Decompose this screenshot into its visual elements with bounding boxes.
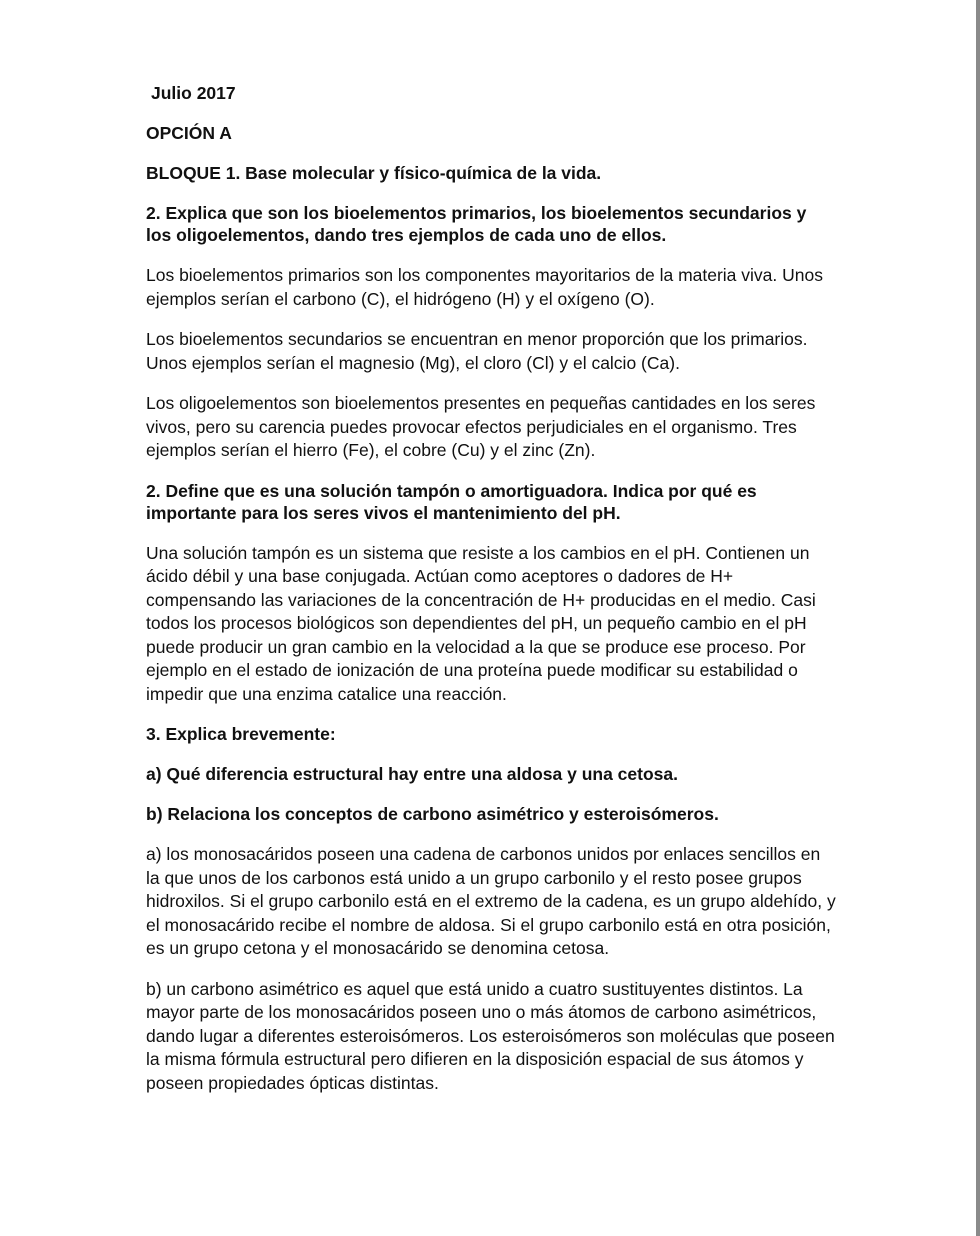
question-3-title: 3. Explica brevemente: (146, 724, 336, 744)
question-2-title: 2. Define que es una solución tampón o amortiguadora. Indica por qué es importante para los seres vivos el mantenimiento del pH. (146, 480, 757, 523)
question-1-paragraph-3: Los oligoelementos son bioelementos presentes en pequeñas cantidades en los seres vivos, pero su carencia puedes provocar efectos perjudiciales en el organismo. Tres ejemplos serían el hierro (Fe), el cobre (Cu) y el zinc (Zn). (146, 393, 816, 460)
question-1-paragraph-2: Los bioelementos secundarios se encuentran en menor proporción que los primarios. Unos ejemplos serían el magnesio (Mg), el cloro (Cl) y el calcio (Ca). (146, 329, 808, 373)
question-1-title: 2. Explica que son los bioelementos primarios, los bioelementos secundarios y los oligoelementos, dando tres ejemplos de cada uno de ellos. (146, 203, 807, 245)
document-date: Julio 2017 (151, 83, 236, 103)
question-1-paragraph-1: Los bioelementos primarios son los componentes mayoritarios de la materia viva. Unos ejemplos serían el carbono (C), el hidrógeno (H) y el oxígeno (O). (146, 265, 823, 309)
page-edge (976, 0, 980, 1236)
question-2-paragraph: Una solución tampón es un sistema que resiste a los cambios en el pH. Contienen un ácido débil y una base conjugada. Actúan como aceptores o dadores de H+ compensando las variaciones de la concentración de H+ producidas en el medio. Casi todos los procesos biológicos son dependientes del pH, un pequeño cambio en el pH puede producir un gran cambio en la velocidad a la que se produce ese proceso. Por ejemplo en el estado de ionización de una proteína puede modificar su estabilidad o impedir que una enzima catalice una reacción. (146, 542, 816, 704)
document-page (146, 82, 836, 1112)
question-3-sub-a: a) Qué diferencia estructural hay entre una aldosa y una cetosa. (146, 764, 678, 784)
question-3-answer-a: a) los monosacáridos poseen una cadena de carbonos unidos por enlaces sencillos en la que unos de los carbonos está unido a un grupo carbonilo y el resto posee grupos hidroxilos. Si el grupo carbonilo está en el extremo de la cadena, es un grupo aldehído, y el monosacárido recibe el nombre de aldosa. Si el grupo carbonilo está en otra posición, es un grupo cetona y el monosacárido se denomina cetosa. (146, 844, 836, 958)
block-heading: BLOQUE 1. Base molecular y físico-química de la vida. (146, 163, 602, 183)
question-3-answer-b: b) un carbono asimétrico es aquel que está unido a cuatro sustituyentes distintos. La mayor parte de los monosacáridos poseen uno o más átomos de carbono asimétricos, dando lugar a diferentes esteroisómeros. Los esteroisómeros son moléculas que poseen la misma fórmula estructural pero difieren en la disposición espacial de sus átomos y poseen propiedades ópticas distintas. (146, 978, 835, 1093)
option-heading: OPCIÓN A (146, 123, 232, 143)
question-3-sub-b: b) Relaciona los conceptos de carbono asimétrico y esteroisómeros. (146, 804, 719, 824)
